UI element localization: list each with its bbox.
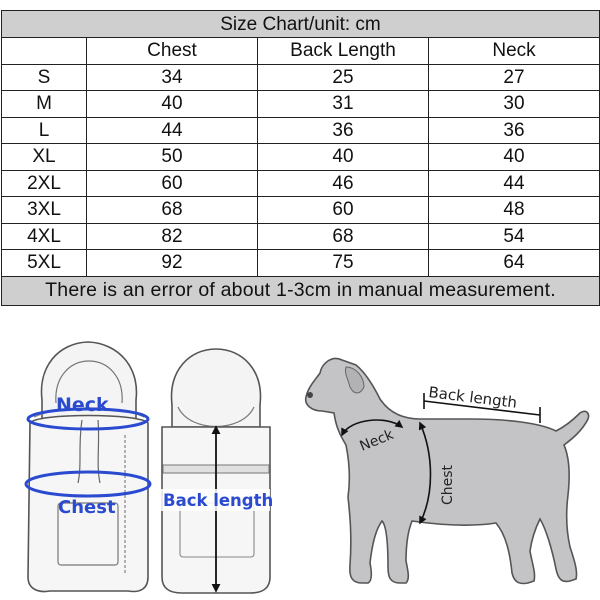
size-cell: 2XL (2, 170, 87, 197)
neck-cell: 64 (429, 250, 600, 277)
dog-chest-label: Chest (440, 464, 456, 505)
size-cell: M (2, 91, 87, 118)
neck-cell: 54 (429, 223, 600, 250)
back-length-cell: 75 (258, 250, 429, 277)
table-caption-row (2, 11, 600, 38)
chest-cell: 68 (87, 197, 258, 224)
chest-cell: 50 (87, 144, 258, 171)
neck-cell: 44 (429, 170, 600, 197)
chest-cell: 34 (87, 64, 258, 91)
table-row (2, 170, 600, 197)
table-header-row (2, 38, 600, 65)
size-cell: S (2, 64, 87, 91)
back-length-cell: 40 (258, 144, 429, 171)
neck-cell: 40 (429, 144, 600, 171)
table-row (2, 250, 600, 277)
table-note-row (2, 276, 600, 305)
table-row (2, 197, 600, 224)
chest-cell: 44 (87, 117, 258, 144)
coat-front-neck-label: Neck (56, 394, 109, 416)
size-cell: 5XL (2, 250, 87, 277)
neck-cell: 36 (429, 117, 600, 144)
back-length-cell: 25 (258, 64, 429, 91)
size-cell: 3XL (2, 197, 87, 224)
back-length-cell: 68 (258, 223, 429, 250)
header-cell-chest: Chest (87, 38, 258, 65)
chest-cell: 60 (87, 170, 258, 197)
table-row (2, 144, 600, 171)
measurement-diagram (0, 315, 600, 600)
size-cell: XL (2, 144, 87, 171)
coat-back-illustration (160, 349, 273, 593)
size-cell: 4XL (2, 223, 87, 250)
size-cell: L (2, 117, 87, 144)
chest-cell: 92 (87, 250, 258, 277)
coat-back-length-label: Back length (163, 491, 274, 510)
table-row (2, 117, 600, 144)
back-length-cell: 31 (258, 91, 429, 118)
dog-neck-label: Neck (357, 426, 396, 455)
back-length-cell: 36 (258, 117, 429, 144)
chest-cell: 40 (87, 91, 258, 118)
coat-front-chest-label: Chest (58, 497, 116, 518)
measurement-illustration (0, 315, 600, 600)
chest-cell: 82 (87, 223, 258, 250)
coat-front-illustration (26, 342, 150, 591)
table-row (2, 91, 600, 118)
size-chart-table (1, 10, 600, 306)
dog-illustration (306, 358, 589, 583)
neck-cell: 48 (429, 197, 600, 224)
table-row (2, 223, 600, 250)
neck-cell: 27 (429, 64, 600, 91)
table-row (2, 64, 600, 91)
header-cell-size (2, 38, 87, 65)
back-length-cell: 60 (258, 197, 429, 224)
dog-back-length-label: Back length (427, 383, 519, 412)
header-cell-neck: Neck (429, 38, 600, 65)
measurement-note: There is an error of about 1-3cm in manual measurement. (2, 276, 600, 305)
header-cell-back-length: Back Length (258, 38, 429, 65)
back-length-cell: 46 (258, 170, 429, 197)
neck-cell: 30 (429, 91, 600, 118)
table-caption: Size Chart/unit: cm (2, 11, 600, 38)
